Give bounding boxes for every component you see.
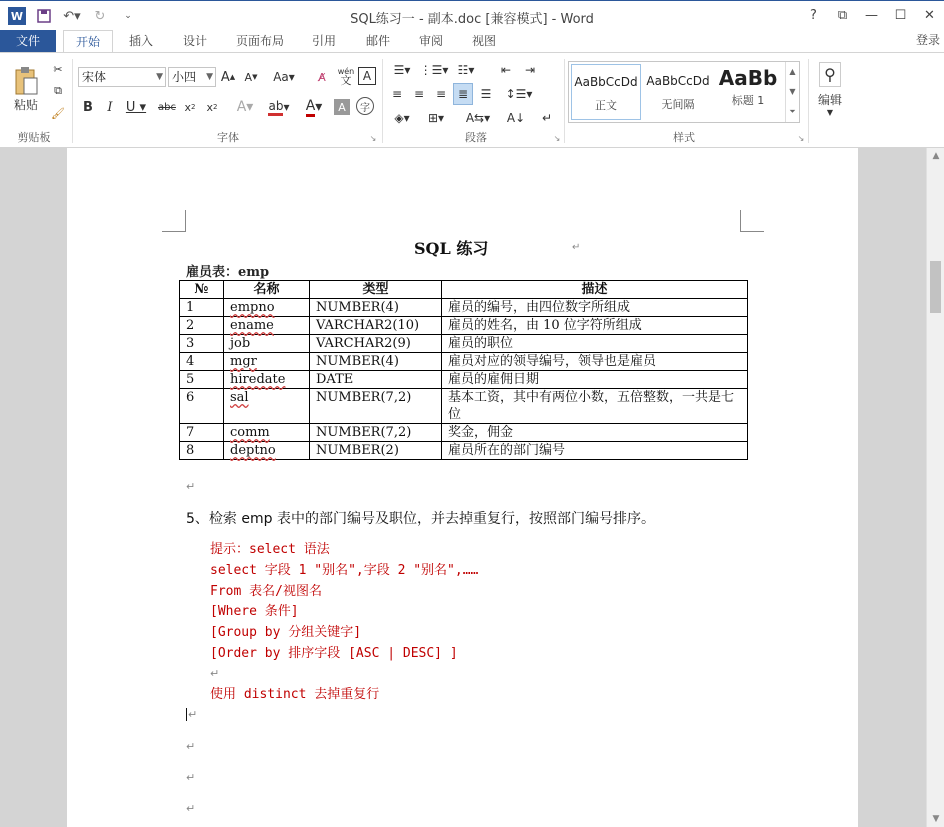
table-row xyxy=(180,424,748,442)
phonetic-guide-icon[interactable]: wén 文 xyxy=(337,67,355,87)
style-name: 标题 1 xyxy=(731,94,765,107)
clipboard-group-label: 剪贴板 xyxy=(17,131,51,144)
shading-icon[interactable]: ◈▾ xyxy=(394,111,410,125)
style-normal[interactable] xyxy=(571,64,641,120)
question-text: 5、检索 emp 表中的部门编号及职位，并去掉重复行，按照部门编号排序。 xyxy=(186,511,655,527)
style-no-spacing[interactable] xyxy=(643,64,713,120)
table-cell: NUMBER(2) xyxy=(310,442,442,460)
align-center-icon[interactable]: ≡ xyxy=(413,87,425,101)
enclose-characters-icon[interactable]: 字 xyxy=(356,97,374,115)
editing-button[interactable] xyxy=(814,59,846,119)
paragraph-mark: ↵ xyxy=(572,242,581,253)
emp-table xyxy=(179,280,748,460)
hint-line: select 字段 1 "别名",字段 2 "别名",…… xyxy=(210,563,479,578)
word-app-icon[interactable]: W xyxy=(8,7,26,25)
style-sample: AaBb xyxy=(718,66,778,90)
tab-file[interactable]: 文件 xyxy=(0,30,56,53)
table-cell: 雇员的职位 xyxy=(442,335,748,353)
paragraph-mark: ↵ xyxy=(210,667,220,680)
table-cell: NUMBER(4) xyxy=(310,353,442,371)
table-cell: NUMBER(7,2) xyxy=(310,424,442,442)
multilevel-list-icon[interactable]: ☷▾ xyxy=(457,63,475,77)
table-cell: job xyxy=(224,335,310,353)
hint-line: From 表名/视图名 xyxy=(210,584,322,599)
table-cell: empno xyxy=(224,299,310,317)
superscript-icon[interactable]: x 2 xyxy=(206,100,218,114)
borders-icon[interactable]: ⊞▾ xyxy=(427,111,445,125)
table-cell: sal xyxy=(224,389,310,424)
tab-design[interactable]: 设计 xyxy=(182,34,207,48)
bullets-icon[interactable]: ☰▾ xyxy=(393,63,411,77)
separator xyxy=(72,59,73,143)
table-cell: 基本工资，其中有两位小数，五倍整数，一共是七位 xyxy=(442,389,748,424)
table-cell: 7 xyxy=(180,424,224,442)
tab-insert[interactable]: 插入 xyxy=(128,34,153,48)
document-title xyxy=(414,236,488,259)
separator xyxy=(564,59,565,143)
subscript-icon[interactable]: x 2 xyxy=(184,100,196,114)
maximize-button[interactable]: ☐ xyxy=(894,7,907,23)
signin-link[interactable]: 登录 xyxy=(915,33,940,47)
tab-review[interactable]: 审阅 xyxy=(418,34,443,48)
font-dialog-launcher-icon[interactable]: ↘ xyxy=(369,133,377,143)
scroll-up-icon[interactable]: ▲ xyxy=(932,151,940,161)
align-right-icon[interactable]: ≡ xyxy=(435,87,447,101)
distributed-icon[interactable]: ☰ xyxy=(480,87,492,101)
increase-indent-icon[interactable]: ⇥ xyxy=(524,63,536,77)
numbering-icon[interactable]: ⋮☰▾ xyxy=(419,63,449,77)
table-cell: ename xyxy=(224,317,310,335)
hint-line: 提示：select 语法 xyxy=(210,542,330,557)
highlight-color-icon[interactable]: ab ▾ xyxy=(268,98,290,114)
style-heading-1[interactable] xyxy=(715,64,781,120)
ribbon-tabs xyxy=(0,30,944,53)
table-cell: 雇员的姓名，由 10 位字符所组成 xyxy=(442,317,748,335)
help-button[interactable]: ? xyxy=(810,7,817,23)
paragraph-mark: ↵ xyxy=(186,802,196,815)
style-name: 正文 xyxy=(595,99,617,112)
table-cell: 奖金，佣金 xyxy=(442,424,748,442)
styles-scroll[interactable]: ▲ ▼ ⏷ xyxy=(785,62,799,122)
paragraph-mark: ↵ xyxy=(188,708,198,721)
table-header-cell: 类型 xyxy=(310,281,442,299)
ribbon-display-options-button[interactable]: ⧉ xyxy=(837,7,848,23)
table-cell: NUMBER(4) xyxy=(310,299,442,317)
undo-icon[interactable]: ↶▾ xyxy=(63,8,81,24)
separator xyxy=(808,59,809,143)
table-cell: deptno xyxy=(224,442,310,460)
vertical-scrollbar[interactable] xyxy=(926,148,944,827)
align-left-icon[interactable]: ≡ xyxy=(391,87,403,101)
table-cell: 5 xyxy=(180,371,224,389)
crop-mark xyxy=(740,210,764,232)
paragraph-mark: ↵ xyxy=(186,740,196,753)
paste-button[interactable] xyxy=(8,61,44,117)
styles-dialog-launcher-icon[interactable]: ↘ xyxy=(797,133,805,143)
crop-mark xyxy=(162,210,186,232)
bold-icon[interactable]: B xyxy=(83,99,93,115)
copy-icon[interactable]: ⧉ xyxy=(54,84,62,97)
close-button[interactable]: ✕ xyxy=(924,7,935,23)
decrease-indent-icon[interactable]: ⇤ xyxy=(500,63,512,77)
table-header-cell: 名称 xyxy=(224,281,310,299)
paste-label: 粘贴 xyxy=(13,97,38,112)
chevron-down-icon: ▼ xyxy=(206,72,213,82)
table-header-cell: 描述 xyxy=(442,281,748,299)
table-cell: 1 xyxy=(180,299,224,317)
styles-gallery xyxy=(568,61,800,123)
styles-group-label: 样式 xyxy=(673,131,695,144)
minimize-button[interactable]: — xyxy=(865,7,878,23)
table-cell: comm xyxy=(224,424,310,442)
style-name: 无间隔 xyxy=(661,98,695,111)
table-cell: 2 xyxy=(180,317,224,335)
strikethrough-icon[interactable]: abc xyxy=(158,101,176,113)
title-bar xyxy=(0,0,944,30)
table-cell: VARCHAR2(9) xyxy=(310,335,442,353)
sort-icon[interactable]: A↓ xyxy=(506,111,526,125)
binoculars-icon: ⚲ xyxy=(819,62,841,87)
customize-qat-icon[interactable]: ⌄ xyxy=(124,11,132,21)
table-cell: hiredate xyxy=(224,371,310,389)
italic-icon[interactable]: I xyxy=(107,99,113,115)
change-case-icon[interactable]: Aa▾ xyxy=(273,70,295,84)
clear-formatting-icon[interactable]: A̸ xyxy=(318,70,326,84)
font-color-icon[interactable]: A ▾ xyxy=(305,97,323,115)
character-shading-icon[interactable]: A xyxy=(334,99,350,115)
format-painter-icon[interactable]: 🖌 xyxy=(51,106,65,120)
chevron-down-icon: ▼ xyxy=(156,72,163,82)
tab-mailings[interactable]: 邮件 xyxy=(365,34,390,48)
table-row xyxy=(180,299,748,317)
text-effects-icon[interactable]: A▾ xyxy=(236,99,254,115)
ribbon-home xyxy=(0,52,944,148)
font-size-value: 小四 xyxy=(172,70,197,84)
redo-icon[interactable]: ↻ xyxy=(94,8,106,24)
show-hide-marks-icon[interactable]: ↵ xyxy=(541,111,553,125)
style-sample: AaBbCcDd xyxy=(574,75,638,89)
table-cell: NUMBER(7,2) xyxy=(310,389,442,424)
chevron-down-icon: ▼ xyxy=(826,107,834,117)
table-row xyxy=(180,353,748,371)
cut-icon[interactable]: ✂ xyxy=(53,62,63,76)
tab-view[interactable]: 视图 xyxy=(471,34,496,48)
table-row xyxy=(180,317,748,335)
table-cell: 8 xyxy=(180,442,224,460)
table-cell: 雇员的编号，由四位数字所组成 xyxy=(442,299,748,317)
table-row xyxy=(180,389,748,424)
table-header-cell: № xyxy=(180,281,224,299)
table-cell: 雇员的雇佣日期 xyxy=(442,371,748,389)
tab-page-layout[interactable]: 页面布局 xyxy=(235,34,284,48)
line-spacing-icon[interactable]: ↕☰▾ xyxy=(505,87,533,101)
font-group-label: 字体 xyxy=(217,131,239,144)
table-row xyxy=(180,335,748,353)
scroll-down-icon[interactable]: ▼ xyxy=(932,814,940,824)
character-border-icon[interactable]: A xyxy=(358,67,376,85)
table-cell: VARCHAR2(10) xyxy=(310,317,442,335)
shrink-font-icon[interactable]: A ▼ xyxy=(244,70,258,84)
tab-home[interactable]: 开始 xyxy=(63,30,113,53)
underline-icon[interactable]: U ▾ xyxy=(125,99,147,115)
chinese-layout-icon[interactable]: A⇆▾ xyxy=(465,111,491,125)
table-row xyxy=(180,442,748,460)
table-header-row xyxy=(180,281,748,299)
scroll-thumb[interactable] xyxy=(930,261,941,313)
table-cell: 6 xyxy=(180,389,224,424)
hint-line: 使用 distinct 去掉重复行 xyxy=(210,687,380,702)
font-size-select[interactable] xyxy=(168,67,216,87)
justify-icon[interactable]: ≣ xyxy=(453,83,473,105)
style-sample: AaBbCcDd xyxy=(646,74,710,88)
paragraph-dialog-launcher-icon[interactable]: ↘ xyxy=(553,133,561,143)
text-cursor xyxy=(186,708,197,721)
tab-references[interactable]: 引用 xyxy=(311,34,336,48)
grow-font-icon[interactable]: A ▲ xyxy=(220,69,236,85)
document-title-text: SQL 练习 xyxy=(414,239,489,258)
table-cell: 4 xyxy=(180,353,224,371)
hint-line: [Order by 排序字段 [ASC | DESC] ] xyxy=(210,646,458,661)
editing-label: 编辑 xyxy=(817,92,842,107)
font-name-select[interactable] xyxy=(78,67,166,87)
phonetic-guide-text: wén xyxy=(337,67,355,76)
table-row xyxy=(180,371,748,389)
table-cell: 雇员对应的领导编号，领导也是雇员 xyxy=(442,353,748,371)
clipboard-icon xyxy=(13,66,39,96)
paragraph-group-label: 段落 xyxy=(465,131,487,144)
window-title: SQL练习一 - 副本.doc [兼容模式] - Word xyxy=(350,12,594,27)
hint-line: [Group by 分组关键字] xyxy=(210,625,362,640)
separator xyxy=(382,59,383,143)
table-cell: 3 xyxy=(180,335,224,353)
paragraph-mark: ↵ xyxy=(186,480,196,493)
table-cell: DATE xyxy=(310,371,442,389)
paragraph-mark: ↵ xyxy=(186,771,196,784)
hint-line: [Where 条件] xyxy=(210,604,299,619)
table-caption: 雇员表：emp xyxy=(186,265,270,280)
table-cell: mgr xyxy=(224,353,310,371)
font-name-value: 宋体 xyxy=(82,70,107,84)
table-cell: 雇员所在的部门编号 xyxy=(442,442,748,460)
